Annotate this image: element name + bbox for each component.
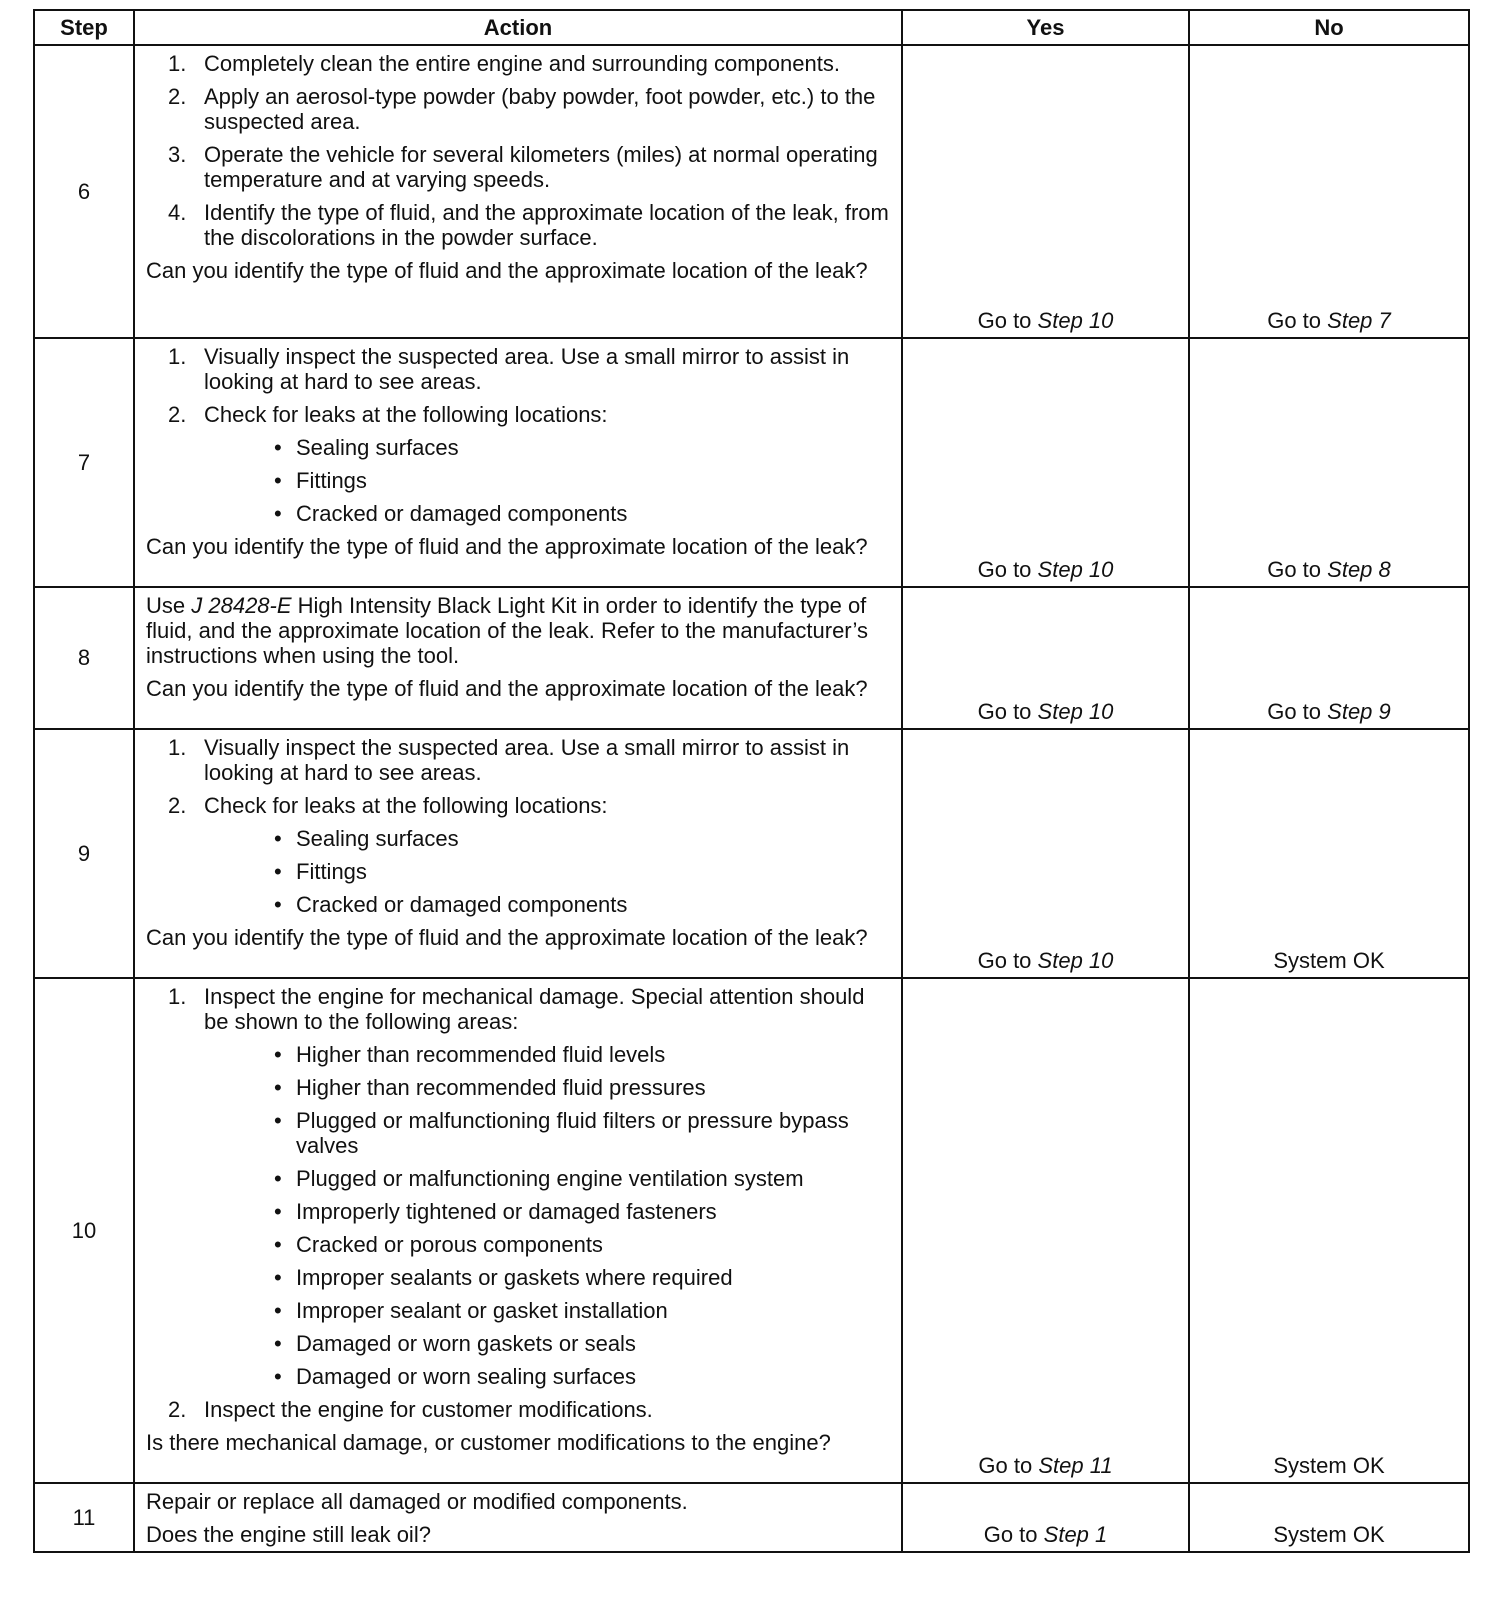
action-cell [134, 587, 902, 729]
location-list [204, 826, 893, 917]
tool-number: J 28428-E [191, 593, 292, 618]
list-item: • Higher than recommended fluid pressures [204, 1075, 893, 1100]
step-number: 10 [34, 978, 134, 1483]
header-row [34, 10, 1469, 45]
diagnostic-table-sheet [33, 9, 1468, 1553]
no-result: Go to Step 7 [1189, 45, 1469, 338]
location-list [204, 435, 893, 526]
list-item: • Plugged or malfunctioning fluid filters or pressure bypass valves [204, 1108, 893, 1158]
list-item: • Sealing surfaces [204, 435, 893, 460]
inspection-area-list [204, 1042, 893, 1389]
no-result: Go to Step 8 [1189, 338, 1469, 587]
question-text: Can you identify the type of fluid and the approximate location of the leak? [146, 258, 868, 283]
list-item: • Cracked or damaged components [204, 892, 893, 917]
step-number: 8 [34, 587, 134, 729]
table-row [34, 729, 1469, 978]
yes-result: Go to Step 11 [902, 978, 1189, 1483]
action-step: 1. Visually inspect the suspected area. Use a small mirror to assist in looking at hard to see areas. [168, 344, 850, 394]
action-step: 2. Check for leaks at the following locations: • Sealing surfaces • Fittings • Cracked or damaged components [146, 402, 893, 526]
table-row [34, 338, 1469, 587]
question-text: Can you identify the type of fluid and the approximate location of the leak? [146, 676, 868, 701]
list-item: • Higher than recommended fluid levels [204, 1042, 893, 1067]
action-cell [134, 1483, 902, 1552]
question-text: Can you identify the type of fluid and the approximate location of the leak? [146, 925, 868, 950]
action-step: 1. Visually inspect the suspected area. Use a small mirror to assist in looking at hard to see areas. [168, 735, 850, 785]
action-step: 4. Identify the type of fluid, and the approximate location of the leak, from the discolorations in the powder surface. [168, 200, 889, 250]
header-yes: Yes [902, 10, 1189, 45]
action-step: 2. Check for leaks at the following locations: • Sealing surfaces • Fittings • Cracked or damaged components [146, 793, 893, 917]
action-steps [146, 344, 893, 526]
list-item: • Improperly tightened or damaged fasteners [204, 1199, 893, 1224]
action-step: 2. Apply an aerosol-type powder (baby powder, foot powder, etc.) to the suspected area. [168, 84, 876, 134]
action-paragraph: Use J 28428-E High Intensity Black Light Kit in order to identify the type of fluid, and the approximate location of the leak. Refer to the manufacturer’s instructions when using the tool. [146, 593, 868, 668]
step-number: 6 [34, 45, 134, 338]
yes-result: Go to Step 10 [902, 729, 1189, 978]
question-text: Is there mechanical damage, or customer modifications to the engine? [146, 1430, 831, 1455]
action-step: 3. Operate the vehicle for several kilometers (miles) at normal operating temperature and at varying speeds. [168, 142, 878, 192]
action-steps [146, 735, 893, 917]
table-row [34, 1483, 1469, 1552]
action-cell [134, 729, 902, 978]
list-item: • Plugged or malfunctioning engine ventilation system [204, 1166, 893, 1191]
action-steps [146, 984, 893, 1422]
table-row [34, 587, 1469, 729]
action-paragraph: Repair or replace all damaged or modified components. [146, 1489, 688, 1514]
yes-result: Go to Step 1 [902, 1483, 1189, 1552]
action-step: 1. Completely clean the entire engine and surrounding components. [168, 51, 840, 76]
list-item: • Damaged or worn gaskets or seals [204, 1331, 893, 1356]
action-steps [146, 51, 893, 250]
no-result: System OK [1189, 978, 1469, 1483]
no-result: System OK [1189, 729, 1469, 978]
list-item: • Fittings [204, 859, 893, 884]
step-number: 7 [34, 338, 134, 587]
list-item: • Cracked or damaged components [204, 501, 893, 526]
no-result: Go to Step 9 [1189, 587, 1469, 729]
list-item: • Damaged or worn sealing surfaces [204, 1364, 893, 1389]
list-item: • Cracked or porous components [204, 1232, 893, 1257]
yes-result: Go to Step 10 [902, 587, 1189, 729]
diagnostic-table [33, 9, 1470, 1553]
table-row [34, 978, 1469, 1483]
table-row [34, 45, 1469, 338]
header-step: Step [34, 10, 134, 45]
list-item: • Fittings [204, 468, 893, 493]
action-step: 2. Inspect the engine for customer modifications. [168, 1397, 653, 1422]
action-cell [134, 45, 902, 338]
action-cell [134, 978, 902, 1483]
action-cell [134, 338, 902, 587]
step-number: 9 [34, 729, 134, 978]
yes-result: Go to Step 10 [902, 45, 1189, 338]
list-item: • Sealing surfaces [204, 826, 893, 851]
question-text: Does the engine still leak oil? [146, 1522, 431, 1547]
no-result: System OK [1189, 1483, 1469, 1552]
list-item: • Improper sealants or gaskets where required [204, 1265, 893, 1290]
list-item: • Improper sealant or gasket installation [204, 1298, 893, 1323]
question-text: Can you identify the type of fluid and the approximate location of the leak? [146, 534, 868, 559]
header-action: Action [134, 10, 902, 45]
action-step: 1. Inspect the engine for mechanical damage. Special attention should be shown to the following areas: • Higher than recommended fluid levels • Higher than recommended fluid pressures • Plugged or malfunctioning fluid filters or pressure bypass valves • Plugged or malfunctioning engine ventilation system • Improperly tightened or damaged fasteners • Cracked or porous components • Improper sealants or gaskets where required • Improper sealant or gasket installation • Damaged or worn gaskets or seals • Damaged or worn sealing surfaces [146, 984, 893, 1389]
step-number: 11 [34, 1483, 134, 1552]
yes-result: Go to Step 10 [902, 338, 1189, 587]
header-no: No [1189, 10, 1469, 45]
